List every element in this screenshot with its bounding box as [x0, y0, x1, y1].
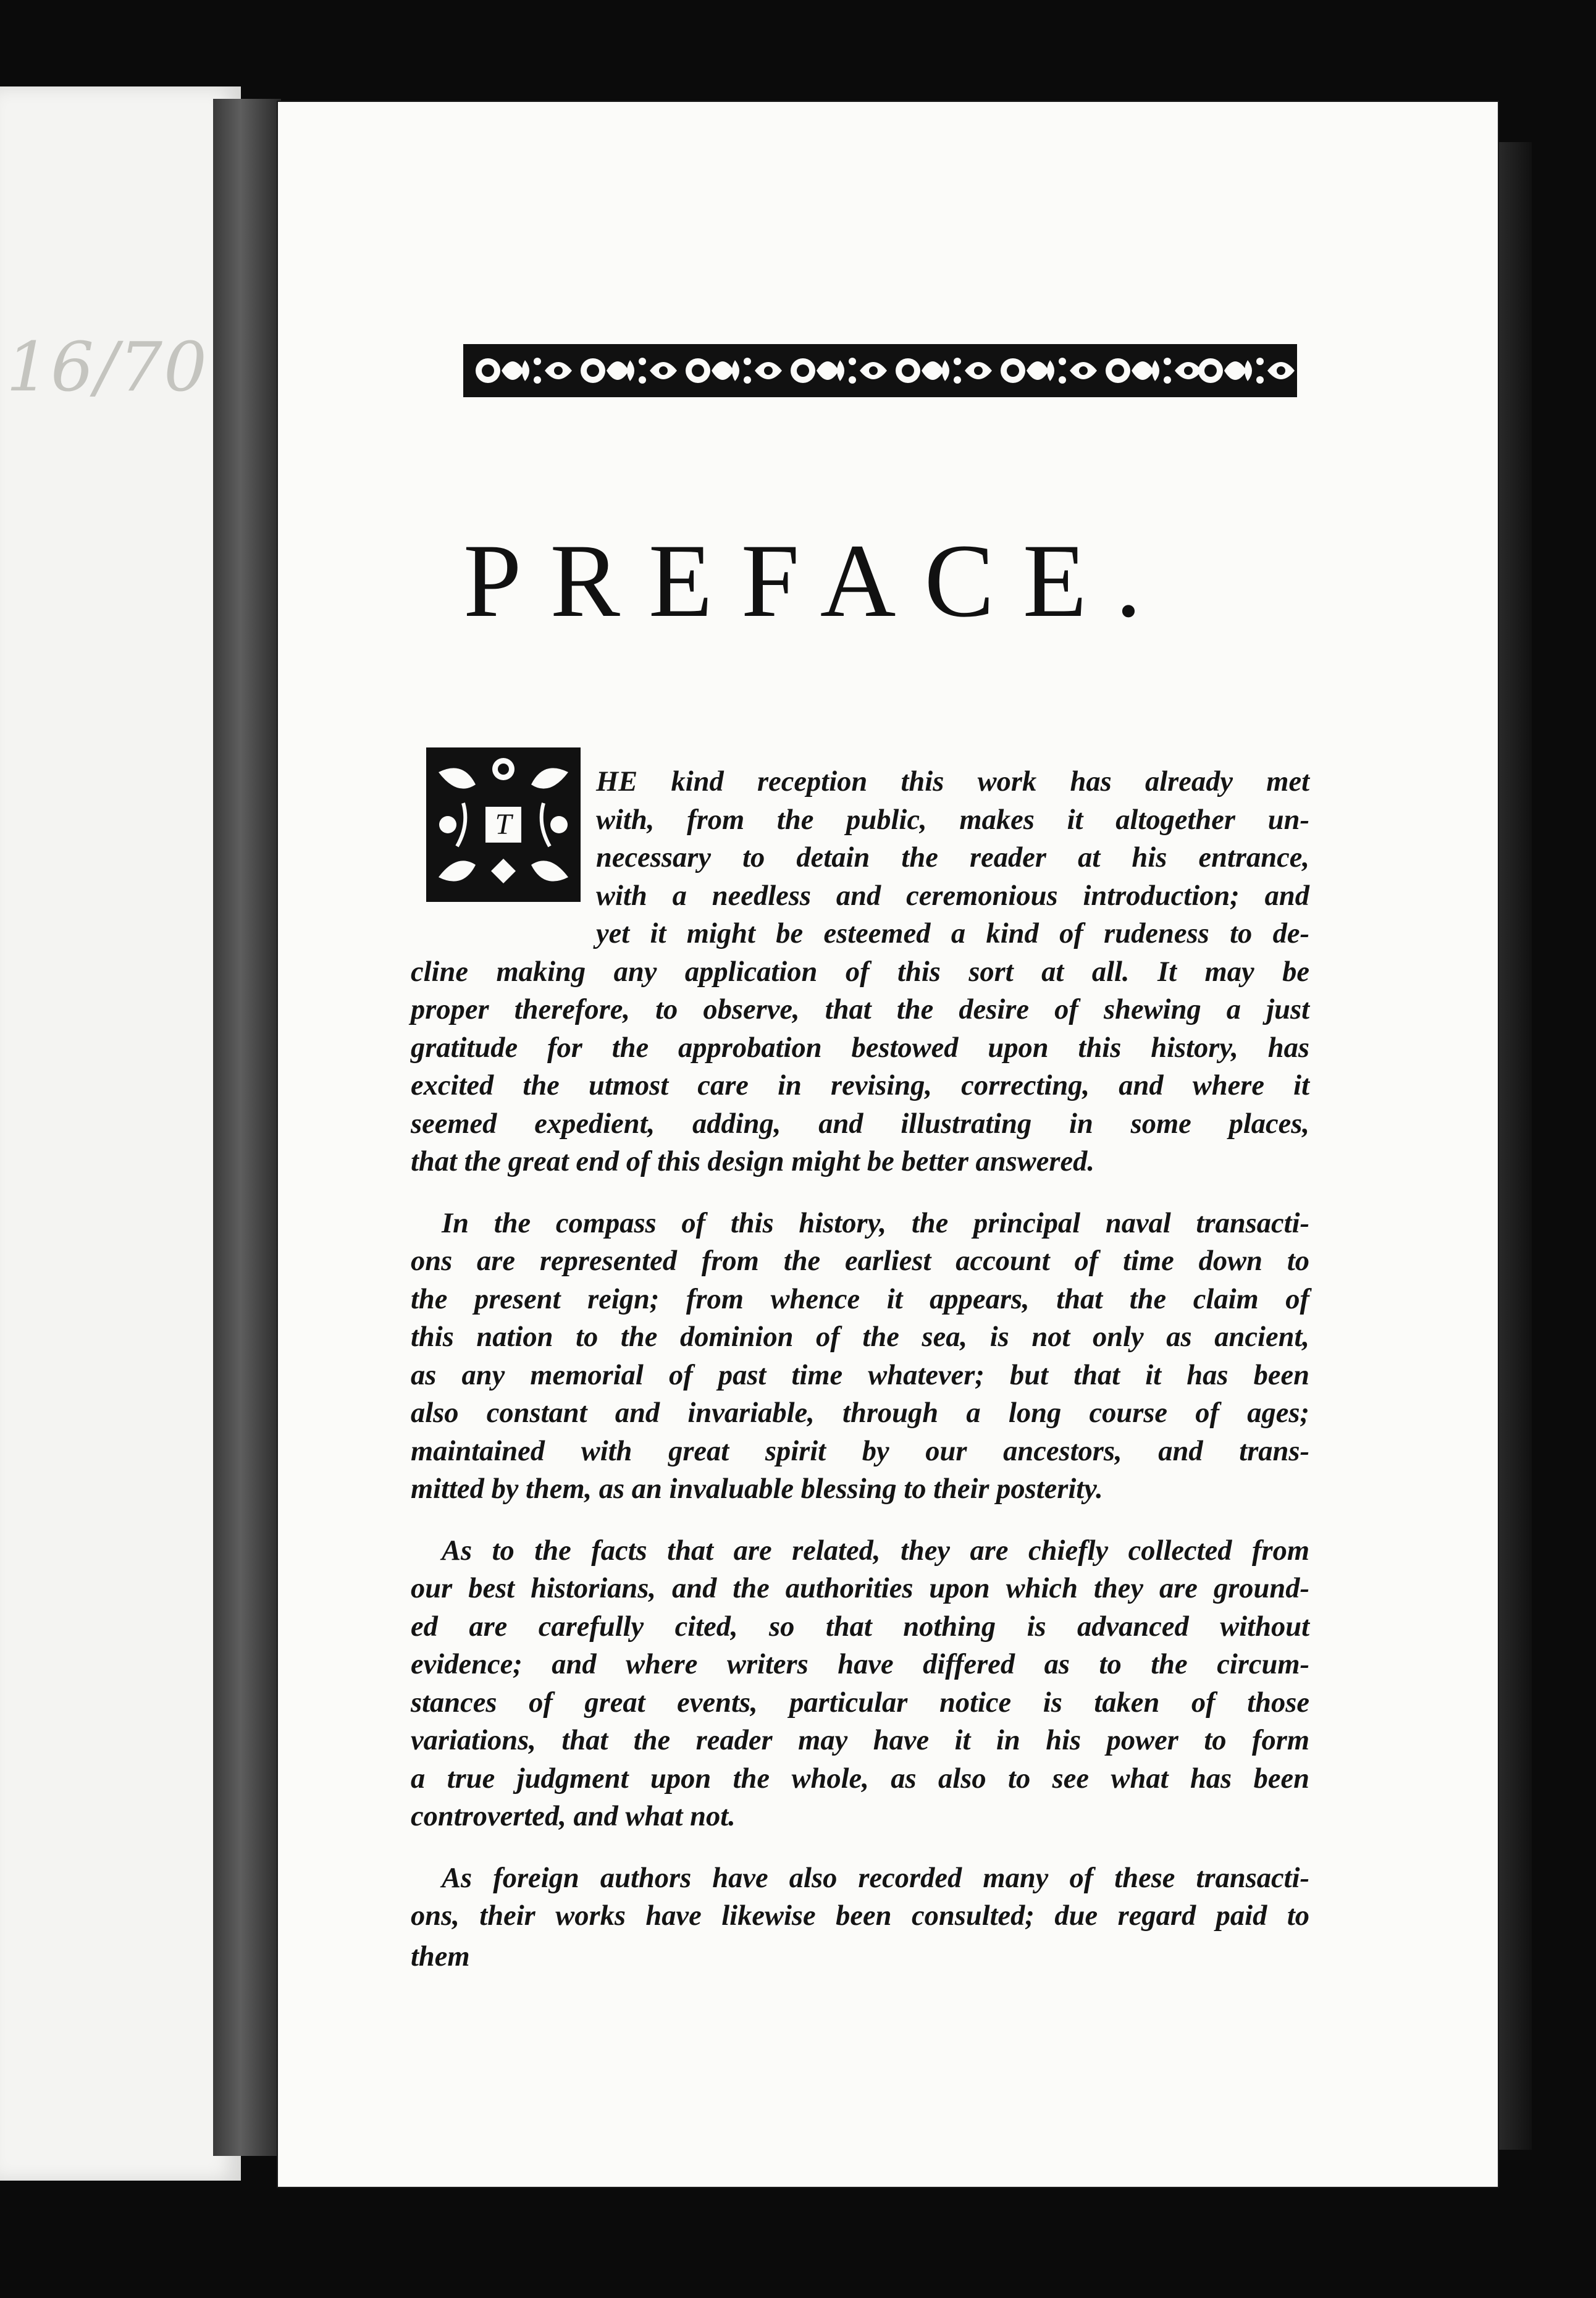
text-line: yet it might be esteemed a kind of rudeness to de-	[596, 918, 1309, 949]
text-line: In the compass of this history, the principal naval transacti-	[442, 1207, 1309, 1239]
preface-body	[411, 763, 1309, 1976]
book-gutter	[213, 99, 281, 2156]
paragraph-4	[411, 1859, 1309, 1976]
text-line: HE kind reception this work has already met	[596, 766, 1309, 798]
preface-page	[278, 102, 1498, 2187]
text-line: mitted by them, as an invaluable blessing to their posterity.	[411, 1473, 1103, 1505]
catchword: them	[411, 1940, 470, 1972]
text-line: with, from the public, makes it altogether un-	[596, 804, 1309, 836]
dropcap-letter: T	[483, 804, 524, 845]
text-line: controverted, and what not.	[411, 1801, 736, 1832]
text-line: proper therefore, to observe, that the desire of shewing a just	[411, 994, 1309, 1025]
text-line: stances of great events, particular notice is taken of those	[411, 1686, 1309, 1719]
ornamental-headpiece	[463, 337, 1297, 405]
text-line: ed are carefully cited, so that nothing is advanced without	[411, 1610, 1309, 1643]
text-line: evidence; and where writers have differed as to the circum-	[411, 1649, 1309, 1680]
paragraph-3	[411, 1532, 1309, 1836]
text-line: ons, their works have likewise been consulted; due regard paid to	[411, 1900, 1309, 1932]
text-line: that the great end of this design might be better answered.	[411, 1146, 1095, 1177]
text-line: seemed expedient, adding, and illustrating in some places,	[411, 1108, 1309, 1140]
page-title: PREFACE.	[463, 523, 1170, 639]
text-line: also constant and invariable, through a long course of ages;	[411, 1397, 1309, 1429]
facing-page	[0, 86, 241, 2181]
text-line: this nation to the dominion of the sea, is not only as ancient,	[411, 1321, 1309, 1353]
text-line: As to the facts that are related, they are chiefly collected from	[442, 1534, 1309, 1567]
text-line: the present reign; from whence it appears, that the claim of	[411, 1283, 1309, 1315]
text-line: cline making any application of this sort at all. It may be	[411, 956, 1309, 988]
text-line: with a needless and ceremonious introduction; and	[596, 880, 1309, 912]
text-line: as any memorial of past time whatever; but that it has been	[411, 1359, 1309, 1391]
facing-page-marks	[0, 86, 241, 2181]
text-line: gratitude for the approbation bestowed upon this history, has	[411, 1032, 1309, 1064]
text-line: variations, that the reader may have it in his power to form	[411, 1725, 1309, 1756]
page-edge	[1495, 142, 1532, 2150]
text-line: our best historians, and the authorities upon which they are ground-	[411, 1573, 1309, 1604]
text-line: excited the utmost care in revising, correcting, and where it	[411, 1070, 1309, 1101]
paragraph-1	[411, 763, 1309, 1181]
text-line: ons are represented from the earliest account of time down to	[411, 1245, 1309, 1277]
text-line: necessary to detain the reader at his entrance,	[596, 842, 1309, 873]
paragraph-2	[411, 1205, 1309, 1509]
text-line: As foreign authors have also recorded many of these transacti-	[442, 1862, 1309, 1894]
text-line: maintained with great spirit by our ancestors, and trans-	[411, 1435, 1309, 1467]
shelfmark-annotation: 16/70	[6, 327, 209, 406]
text-line: a true judgment upon the whole, as also to see what has been	[411, 1762, 1309, 1795]
